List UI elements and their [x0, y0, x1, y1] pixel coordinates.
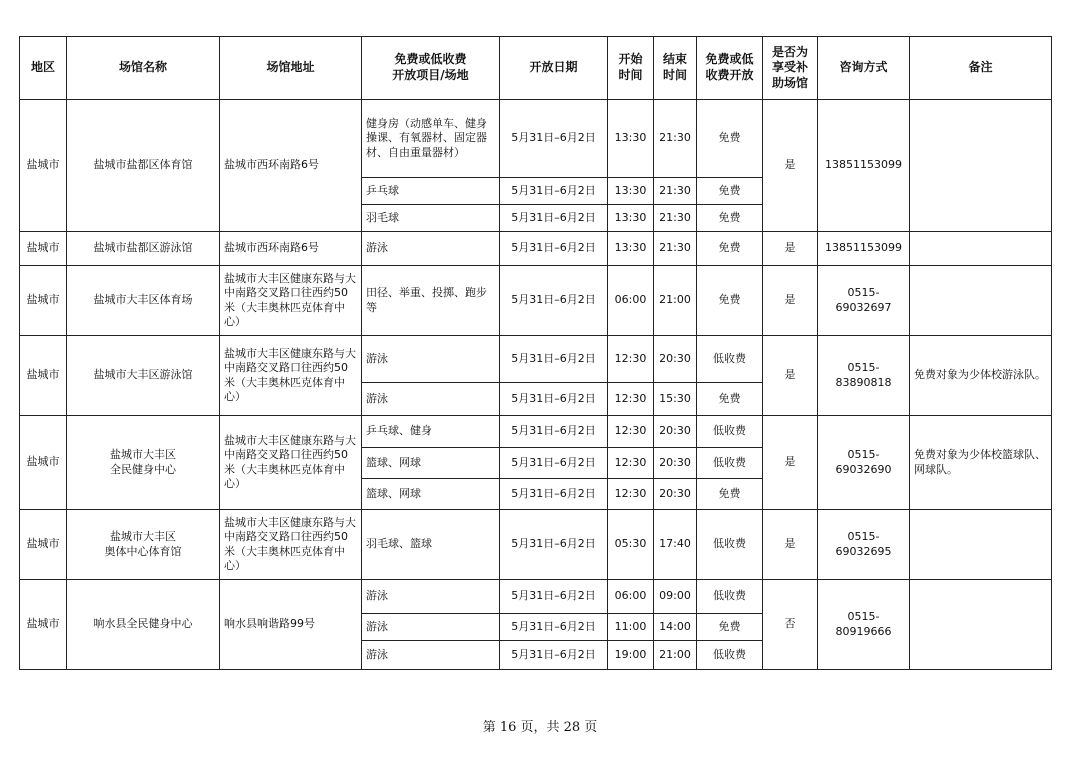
note-cell: 免费对象为少体校游泳队。	[910, 336, 1052, 416]
venue-address-cell: 响水县响谐路99号	[220, 580, 362, 670]
end-time-cell: 15:30	[654, 383, 697, 416]
table-header-row	[20, 37, 1052, 100]
note-cell: 免费对象为少体校篮球队、网球队。	[910, 416, 1052, 510]
project-cell: 羽毛球	[362, 205, 500, 232]
start-time-cell: 13:30	[608, 100, 654, 178]
end-time-cell: 21:00	[654, 266, 697, 336]
end-time-cell: 21:30	[654, 205, 697, 232]
open-date-cell: 5月31日–6月2日	[500, 205, 608, 232]
venue-address-cell: 盐城市西环南路6号	[220, 100, 362, 232]
region-cell: 盐城市	[20, 416, 67, 510]
venue-name-cell: 盐城市大丰区游泳馆	[67, 336, 220, 416]
fee-type-cell: 免费	[697, 232, 763, 266]
end-time-cell: 20:30	[654, 448, 697, 479]
contact-cell: 0515-69032695	[818, 510, 910, 580]
project-cell: 健身房（动感单车、健身操课、有氧器材、固定器材、自由重量器材）	[362, 100, 500, 178]
column-header: 是否为 享受补 助场馆	[763, 37, 818, 100]
fee-type-cell: 低收费	[697, 416, 763, 448]
venue-name-cell: 盐城市大丰区 奥体中心体育馆	[67, 510, 220, 580]
fee-type-cell: 免费	[697, 479, 763, 510]
fee-type-cell: 低收费	[697, 336, 763, 383]
project-cell: 游泳	[362, 383, 500, 416]
fee-type-cell: 免费	[697, 100, 763, 178]
open-date-cell: 5月31日–6月2日	[500, 266, 608, 336]
start-time-cell: 05:30	[608, 510, 654, 580]
end-time-cell: 21:30	[654, 178, 697, 205]
table-row	[20, 336, 1052, 383]
open-date-cell: 5月31日–6月2日	[500, 641, 608, 670]
venue-address-cell: 盐城市大丰区健康东路与大中南路交叉路口往西约50米（大丰奥林匹克体育中心）	[220, 416, 362, 510]
project-cell: 游泳	[362, 614, 500, 641]
end-time-cell: 14:00	[654, 614, 697, 641]
note-cell	[910, 580, 1052, 670]
fee-type-cell: 低收费	[697, 580, 763, 614]
start-time-cell: 12:30	[608, 416, 654, 448]
fee-type-cell: 免费	[697, 614, 763, 641]
project-cell: 乒乓球、健身	[362, 416, 500, 448]
start-time-cell: 06:00	[608, 266, 654, 336]
venue-address-cell: 盐城市大丰区健康东路与大中南路交叉路口往西约50米（大丰奥林匹克体育中心）	[220, 266, 362, 336]
contact-cell: 0515-69032697	[818, 266, 910, 336]
project-cell: 游泳	[362, 641, 500, 670]
open-date-cell: 5月31日–6月2日	[500, 336, 608, 383]
start-time-cell: 13:30	[608, 205, 654, 232]
column-header: 免费或低收费 开放项目/场地	[362, 37, 500, 100]
column-header: 场馆地址	[220, 37, 362, 100]
column-header: 结束 时间	[654, 37, 697, 100]
venue-name-cell: 盐城市大丰区体育场	[67, 266, 220, 336]
start-time-cell: 06:00	[608, 580, 654, 614]
table-row	[20, 510, 1052, 580]
subsidized-cell: 否	[763, 580, 818, 670]
project-cell: 羽毛球、篮球	[362, 510, 500, 580]
subsidized-cell: 是	[763, 266, 818, 336]
start-time-cell: 19:00	[608, 641, 654, 670]
venue-address-cell: 盐城市大丰区健康东路与大中南路交叉路口往西约50米（大丰奥林匹克体育中心）	[220, 336, 362, 416]
project-cell: 篮球、网球	[362, 479, 500, 510]
open-date-cell: 5月31日–6月2日	[500, 479, 608, 510]
open-date-cell: 5月31日–6月2日	[500, 178, 608, 205]
table-body	[20, 100, 1052, 670]
fee-type-cell: 免费	[697, 383, 763, 416]
project-cell: 乒乓球	[362, 178, 500, 205]
note-cell	[910, 510, 1052, 580]
open-date-cell: 5月31日–6月2日	[500, 416, 608, 448]
start-time-cell: 13:30	[608, 178, 654, 205]
table-row	[20, 100, 1052, 178]
venue-name-cell: 盐城市盐都区游泳馆	[67, 232, 220, 266]
region-cell: 盐城市	[20, 100, 67, 232]
column-header: 免费或低 收费开放	[697, 37, 763, 100]
project-cell: 游泳	[362, 336, 500, 383]
fee-type-cell: 低收费	[697, 448, 763, 479]
page-footer: 第 16 页，共 28 页	[482, 720, 598, 735]
open-date-cell: 5月31日–6月2日	[500, 580, 608, 614]
note-cell	[910, 100, 1052, 232]
subsidized-cell: 是	[763, 510, 818, 580]
open-date-cell: 5月31日–6月2日	[500, 100, 608, 178]
column-header: 开始 时间	[608, 37, 654, 100]
venue-name-cell: 盐城市大丰区 全民健身中心	[67, 416, 220, 510]
end-time-cell: 09:00	[654, 580, 697, 614]
open-date-cell: 5月31日–6月2日	[500, 232, 608, 266]
subsidized-cell: 是	[763, 100, 818, 232]
start-time-cell: 11:00	[608, 614, 654, 641]
contact-cell: 13851153099	[818, 232, 910, 266]
region-cell: 盐城市	[20, 580, 67, 670]
end-time-cell: 21:30	[654, 232, 697, 266]
contact-cell: 0515-69032690	[818, 416, 910, 510]
table-row	[20, 580, 1052, 614]
column-header: 地区	[20, 37, 67, 100]
table-row	[20, 232, 1052, 266]
column-header: 开放日期	[500, 37, 608, 100]
region-cell: 盐城市	[20, 510, 67, 580]
subsidized-cell: 是	[763, 336, 818, 416]
start-time-cell: 13:30	[608, 232, 654, 266]
region-cell: 盐城市	[20, 232, 67, 266]
project-cell: 田径、举重、投掷、跑步等	[362, 266, 500, 336]
region-cell: 盐城市	[20, 336, 67, 416]
column-header: 咨询方式	[818, 37, 910, 100]
fee-type-cell: 免费	[697, 205, 763, 232]
venue-name-cell: 盐城市盐都区体育馆	[67, 100, 220, 232]
venue-address-cell: 盐城市大丰区健康东路与大中南路交叉路口往西约50米（大丰奥林匹克体育中心）	[220, 510, 362, 580]
open-date-cell: 5月31日–6月2日	[500, 614, 608, 641]
table-row	[20, 266, 1052, 336]
column-header: 场馆名称	[67, 37, 220, 100]
end-time-cell: 20:30	[654, 416, 697, 448]
contact-cell: 0515-83890818	[818, 336, 910, 416]
end-time-cell: 21:30	[654, 100, 697, 178]
fee-type-cell: 免费	[697, 178, 763, 205]
project-cell: 游泳	[362, 580, 500, 614]
fee-type-cell: 低收费	[697, 641, 763, 670]
contact-cell: 0515-80919666	[818, 580, 910, 670]
start-time-cell: 12:30	[608, 336, 654, 383]
open-date-cell: 5月31日–6月2日	[500, 383, 608, 416]
subsidized-cell: 是	[763, 232, 818, 266]
end-time-cell: 20:30	[654, 479, 697, 510]
end-time-cell: 17:40	[654, 510, 697, 580]
venue-name-cell: 响水县全民健身中心	[67, 580, 220, 670]
project-cell: 篮球、网球	[362, 448, 500, 479]
end-time-cell: 20:30	[654, 336, 697, 383]
start-time-cell: 12:30	[608, 383, 654, 416]
fee-type-cell: 免费	[697, 266, 763, 336]
venue-address-cell: 盐城市西环南路6号	[220, 232, 362, 266]
end-time-cell: 21:00	[654, 641, 697, 670]
region-cell: 盐城市	[20, 266, 67, 336]
venue-table	[19, 36, 1052, 670]
fee-type-cell: 低收费	[697, 510, 763, 580]
open-date-cell: 5月31日–6月2日	[500, 448, 608, 479]
start-time-cell: 12:30	[608, 448, 654, 479]
subsidized-cell: 是	[763, 416, 818, 510]
column-header: 备注	[910, 37, 1052, 100]
contact-cell: 13851153099	[818, 100, 910, 232]
note-cell	[910, 266, 1052, 336]
project-cell: 游泳	[362, 232, 500, 266]
open-date-cell: 5月31日–6月2日	[500, 510, 608, 580]
note-cell	[910, 232, 1052, 266]
table-row	[20, 416, 1052, 448]
start-time-cell: 12:30	[608, 479, 654, 510]
